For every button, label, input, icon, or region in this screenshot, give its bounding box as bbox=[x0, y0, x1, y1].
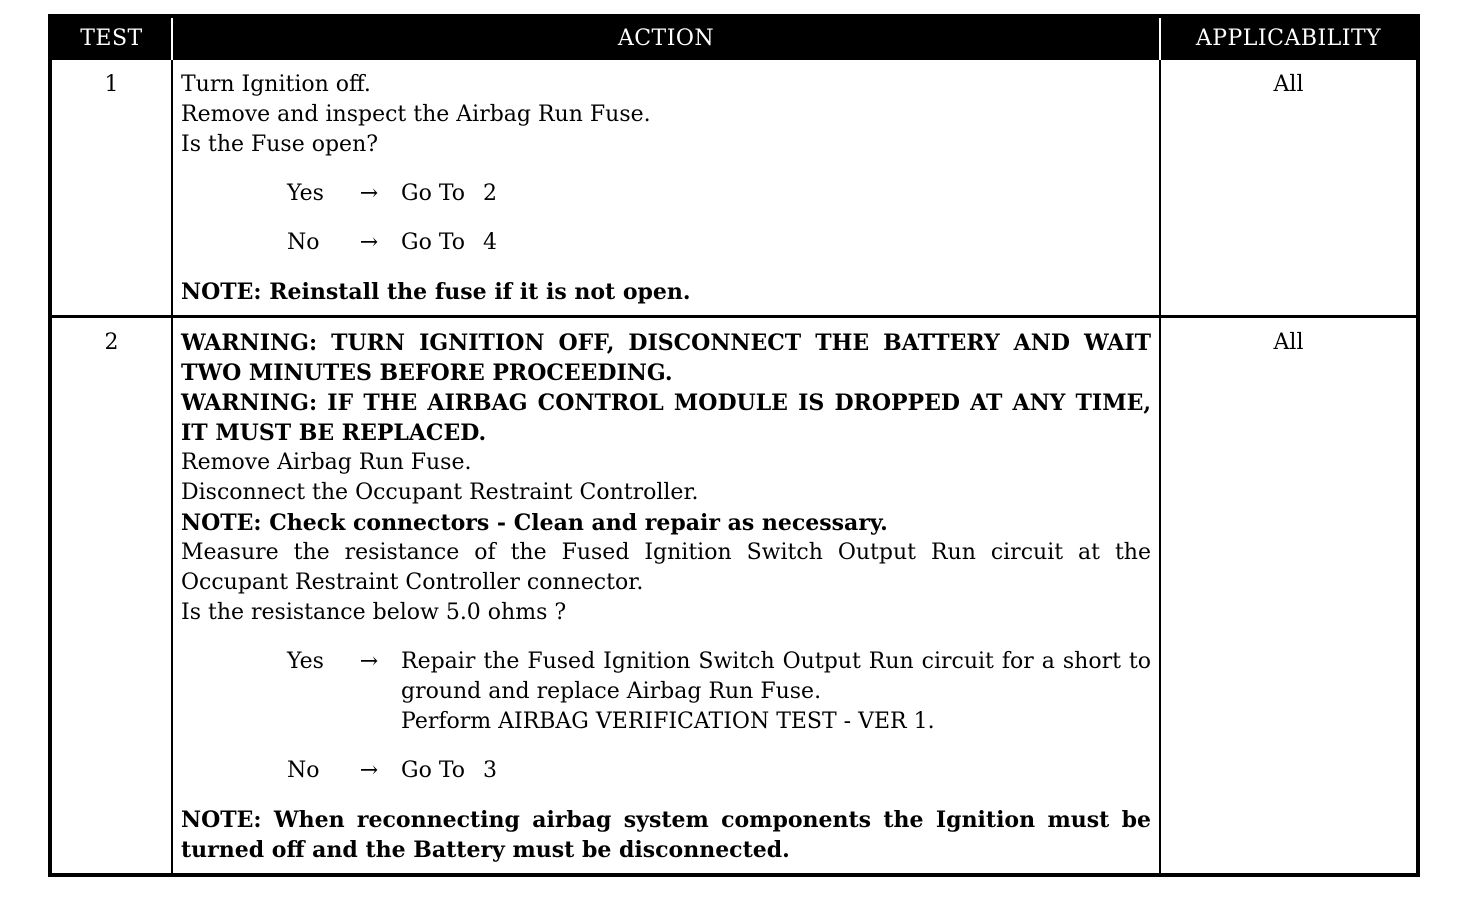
warning-text: WARNING: TURN IGNITION OFF, DISCONNECT THE BATTERY AND WAIT TWO MINUTES BEFORE PROCEEDING. bbox=[181, 330, 1151, 386]
table-header-row bbox=[50, 16, 1418, 59]
action-question: Is the Fuse open? bbox=[181, 132, 379, 157]
goto-label: Go To bbox=[401, 230, 466, 255]
no-result bbox=[181, 228, 1151, 258]
yes-label: Yes bbox=[287, 181, 324, 206]
header-action: ACTION bbox=[172, 16, 1160, 59]
action-question: Is the resistance below 5.0 ohms ? bbox=[181, 600, 567, 625]
goto-instruction bbox=[401, 228, 1151, 258]
goto-target: 2 bbox=[483, 181, 498, 206]
arrow-icon: → bbox=[359, 230, 379, 255]
action-step: Measure the resistance of the Fused Ignition Switch Output Run circuit at the Occupant Restraint Controller connector. bbox=[181, 540, 1151, 595]
header-test: TEST bbox=[50, 16, 172, 59]
yes-result bbox=[181, 179, 1151, 209]
diagnostic-test-table bbox=[48, 14, 1420, 877]
applicability-value: All bbox=[1160, 317, 1418, 876]
verification-text: Perform AIRBAG VERIFICATION TEST - VER 1. bbox=[401, 709, 935, 734]
goto-target: 4 bbox=[483, 230, 498, 255]
warning-text: WARNING: IF THE AIRBAG CONTROL MODULE IS DROPPED AT ANY TIME, IT MUST BE REPLACED. bbox=[181, 390, 1151, 446]
action-step: Disconnect the Occupant Restraint Controller. bbox=[181, 480, 699, 505]
table-row bbox=[50, 59, 1418, 317]
action-cell bbox=[172, 59, 1160, 317]
test-number: 1 bbox=[50, 59, 172, 317]
arrow-icon: → bbox=[359, 649, 379, 674]
no-result bbox=[181, 756, 1151, 786]
goto-instruction bbox=[401, 179, 1151, 209]
yes-label: Yes bbox=[287, 649, 324, 674]
no-label: No bbox=[287, 230, 320, 255]
arrow-icon: → bbox=[359, 181, 379, 206]
header-applicability: APPLICABILITY bbox=[1160, 16, 1418, 59]
action-cell bbox=[172, 317, 1160, 876]
action-step: Remove Airbag Run Fuse. bbox=[181, 450, 472, 475]
applicability-value: All bbox=[1160, 59, 1418, 317]
note-text: NOTE: Reinstall the fuse if it is not open. bbox=[181, 279, 691, 305]
goto-instruction bbox=[401, 756, 1151, 786]
repair-text: Repair the Fused Ignition Switch Output Run circuit for a short to ground and replace Airbag Run Fuse. bbox=[401, 649, 1151, 704]
note-text: NOTE: Check connectors - Clean and repair as necessary. bbox=[181, 510, 888, 536]
test-number: 2 bbox=[50, 317, 172, 876]
yes-result bbox=[181, 647, 1151, 737]
no-label: No bbox=[287, 758, 320, 783]
goto-target: 3 bbox=[483, 758, 498, 783]
table-row bbox=[50, 317, 1418, 876]
action-step: Turn Ignition off. bbox=[181, 72, 371, 97]
action-step: Remove and inspect the Airbag Run Fuse. bbox=[181, 102, 651, 127]
repair-instruction bbox=[401, 647, 1151, 737]
goto-label: Go To bbox=[401, 758, 466, 783]
note-text: NOTE: When reconnecting airbag system components the Ignition must be turned off and the Battery must be disconnected. bbox=[181, 807, 1151, 863]
goto-label: Go To bbox=[401, 181, 466, 206]
arrow-icon: → bbox=[359, 758, 379, 783]
